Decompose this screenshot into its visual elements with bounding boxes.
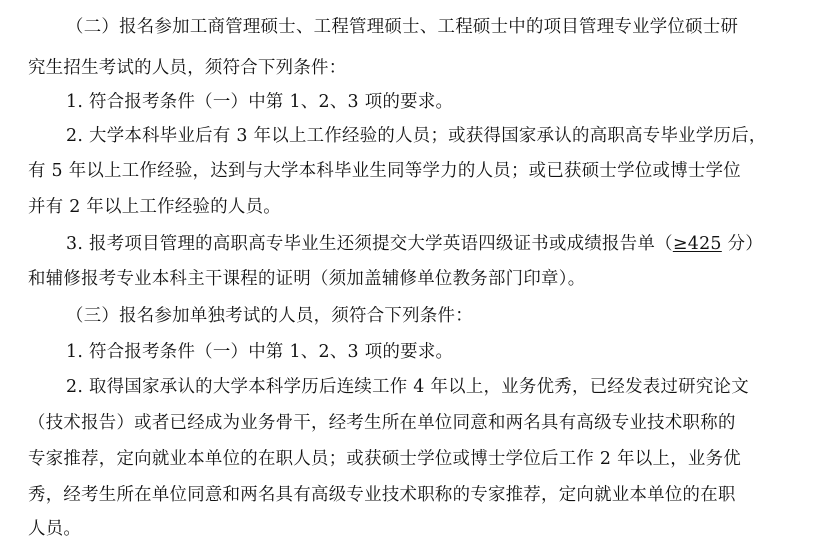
clause-2-text-line3: 并有 2 年以上工作经验的人员。 [28,197,281,217]
section-heading-three: （三）报名参加单独考试的人员，须符合下列条件： [66,306,473,326]
clause-3-text-line1-main: 3. 报考项目管理的高职高专毕业生还须提交大学英语四级证书或成绩报告单（ [66,234,673,254]
independent-clause-1-text: 1. 符合报考条件（一）中第 1、2、3 项的要求。 [66,342,454,362]
independent-clause-2-text-line1: 2. 取得国家承认的大学本科学历后连续工作 4 年以上，业务优秀，已经发表过研究论文 [66,377,749,397]
section-heading-two-line1: （二）报名参加工商管理硕士、工程管理硕士、工程硕士中的项目管理专业学位硕士研 [66,17,739,37]
english-score-threshold: ≥425 [672,234,722,254]
independent-clause-2-text-line3: 专家推荐，定向就业本单位的在职人员；或获硕士学位或博士学位后工作 2 年以上，业务优 [28,449,741,469]
clause-1-text: 1. 符合报考条件（一）中第 1、2、3 项的要求。 [66,92,454,112]
independent-clause-2-text-line4: 秀，经考生所在单位同意和两名具有高级专业技术职称的专家推荐，定向就业本单位的在职 [28,485,736,505]
clause-3-text-line1 [66,233,763,255]
clause-3-text-line2: 和辅修报考专业本科主干课程的证明（须加盖辅修单位教务部门印章）。 [28,269,586,289]
independent-clause-2-text-line5: 人员。 [28,519,82,539]
clause-2-text-line1: 2. 大学本科毕业后有 3 年以上工作经验的人员；或获得国家承认的高职高专毕业学历后， [66,126,767,146]
independent-clause-2-text-line2: （技术报告）或者已经成为业务骨干，经考生所在单位同意和两名具有高级专业技术职称的 [28,413,736,433]
section-heading-two-line2: 究生招生考试的人员，须符合下列条件： [28,58,347,78]
clause-3-text-line1-tail: 分） [721,234,764,254]
clause-2-text-line2: 有 5 年以上工作经验，达到与大学本科毕业生同等学力的人员；或已获硕士学位或博士学位 [28,161,741,181]
